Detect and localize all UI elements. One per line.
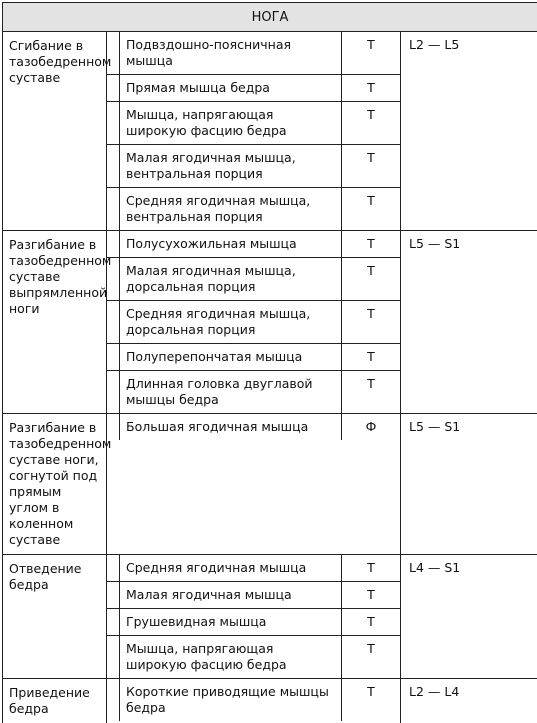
muscle-list xyxy=(107,679,401,723)
muscle-type: Т xyxy=(367,193,375,208)
muscle-name: Мышца, напрягающая широкую фасцию бедра xyxy=(119,636,342,678)
spinal-segment: L4 — S1 xyxy=(409,560,461,575)
movement-group xyxy=(3,555,537,679)
muscle-list xyxy=(107,414,401,554)
muscle-name: Короткие приводящие мышцы бедра xyxy=(119,679,342,721)
muscle-list xyxy=(107,32,401,230)
muscle-name: Средняя ягодичная мышца xyxy=(119,555,342,581)
muscle-name: Средняя ягодичная мышца, вентральная порция xyxy=(119,188,342,230)
muscle-row xyxy=(107,188,400,230)
movement-action: Разгибание в тазобедренном суставе ноги, согнутой под прямым углом в коленном суставе xyxy=(3,414,107,554)
muscle-type: Т xyxy=(367,349,375,364)
muscle-name: Средняя ягодичная мышца, дорсальная порция xyxy=(119,301,342,343)
muscle-name: Малая ягодичная мышца xyxy=(119,582,342,608)
movement-action: Приведение бедра xyxy=(3,679,107,723)
muscle-row xyxy=(107,636,400,678)
muscle-type: Т xyxy=(367,306,375,321)
muscle-row xyxy=(107,371,400,413)
muscle-type: Т xyxy=(367,236,375,251)
muscle-type: Т xyxy=(367,684,375,699)
muscle-name: Малая ягодичная мышца, дорсальная порция xyxy=(119,258,342,300)
movement-action: Сгибание в тазобедренном суставе xyxy=(3,32,107,230)
muscle-row xyxy=(107,32,400,75)
muscle-list xyxy=(107,555,401,678)
movement-action: Разгибание в тазобедренном суставе выпрямленной ноги xyxy=(3,231,107,413)
muscle-row xyxy=(107,344,400,371)
table-header: НОГА xyxy=(3,3,537,32)
muscle-row xyxy=(107,258,400,301)
muscle-type: Т xyxy=(367,263,375,278)
muscle-name: Полусухожильная мышца xyxy=(119,231,342,257)
muscle-name: Полуперепончатая мышца xyxy=(119,344,342,370)
spinal-segment: L2 — L4 xyxy=(409,684,460,699)
muscle-row xyxy=(107,75,400,102)
muscle-type: Т xyxy=(367,560,375,575)
muscle-name: Малая ягодичная мышца, вентральная порция xyxy=(119,145,342,187)
muscle-row xyxy=(107,102,400,145)
movement-group xyxy=(3,679,537,723)
muscle-row xyxy=(107,301,400,344)
muscle-row xyxy=(107,145,400,188)
muscle-row xyxy=(107,231,400,258)
muscle-row xyxy=(107,555,400,582)
muscle-name: Длинная головка двуглавой мышцы бедра xyxy=(119,371,342,413)
muscle-table xyxy=(2,2,537,723)
muscle-type: Т xyxy=(367,37,375,52)
spinal-segment: L2 — L5 xyxy=(409,37,460,52)
muscle-type: Т xyxy=(367,587,375,602)
muscle-type: Т xyxy=(367,614,375,629)
spinal-segment: L5 — S1 xyxy=(409,236,461,251)
muscle-name: Подвздошно-поясничная мышца xyxy=(119,32,342,74)
muscle-type: Т xyxy=(367,376,375,391)
movement-group xyxy=(3,32,537,231)
muscle-row xyxy=(107,582,400,609)
muscle-name: Грушевидная мышца xyxy=(119,609,342,635)
muscle-row xyxy=(107,609,400,636)
table-body xyxy=(3,32,537,723)
muscle-name: Большая ягодичная мышца xyxy=(119,414,342,440)
muscle-row xyxy=(107,414,400,440)
movement-group xyxy=(3,231,537,414)
muscle-type: Т xyxy=(367,150,375,165)
movement-action: Отведение бедра xyxy=(3,555,107,678)
muscle-list xyxy=(107,231,401,413)
movement-group xyxy=(3,414,537,555)
muscle-type: Ф xyxy=(365,419,377,434)
muscle-name: Мышца, напрягающая широкую фасцию бедра xyxy=(119,102,342,144)
muscle-type: Т xyxy=(367,107,375,122)
muscle-name: Прямая мышца бедра xyxy=(119,75,342,101)
muscle-type: Т xyxy=(367,641,375,656)
muscle-type: Т xyxy=(367,80,375,95)
muscle-row xyxy=(107,679,400,721)
spinal-segment: L5 — S1 xyxy=(409,419,461,434)
